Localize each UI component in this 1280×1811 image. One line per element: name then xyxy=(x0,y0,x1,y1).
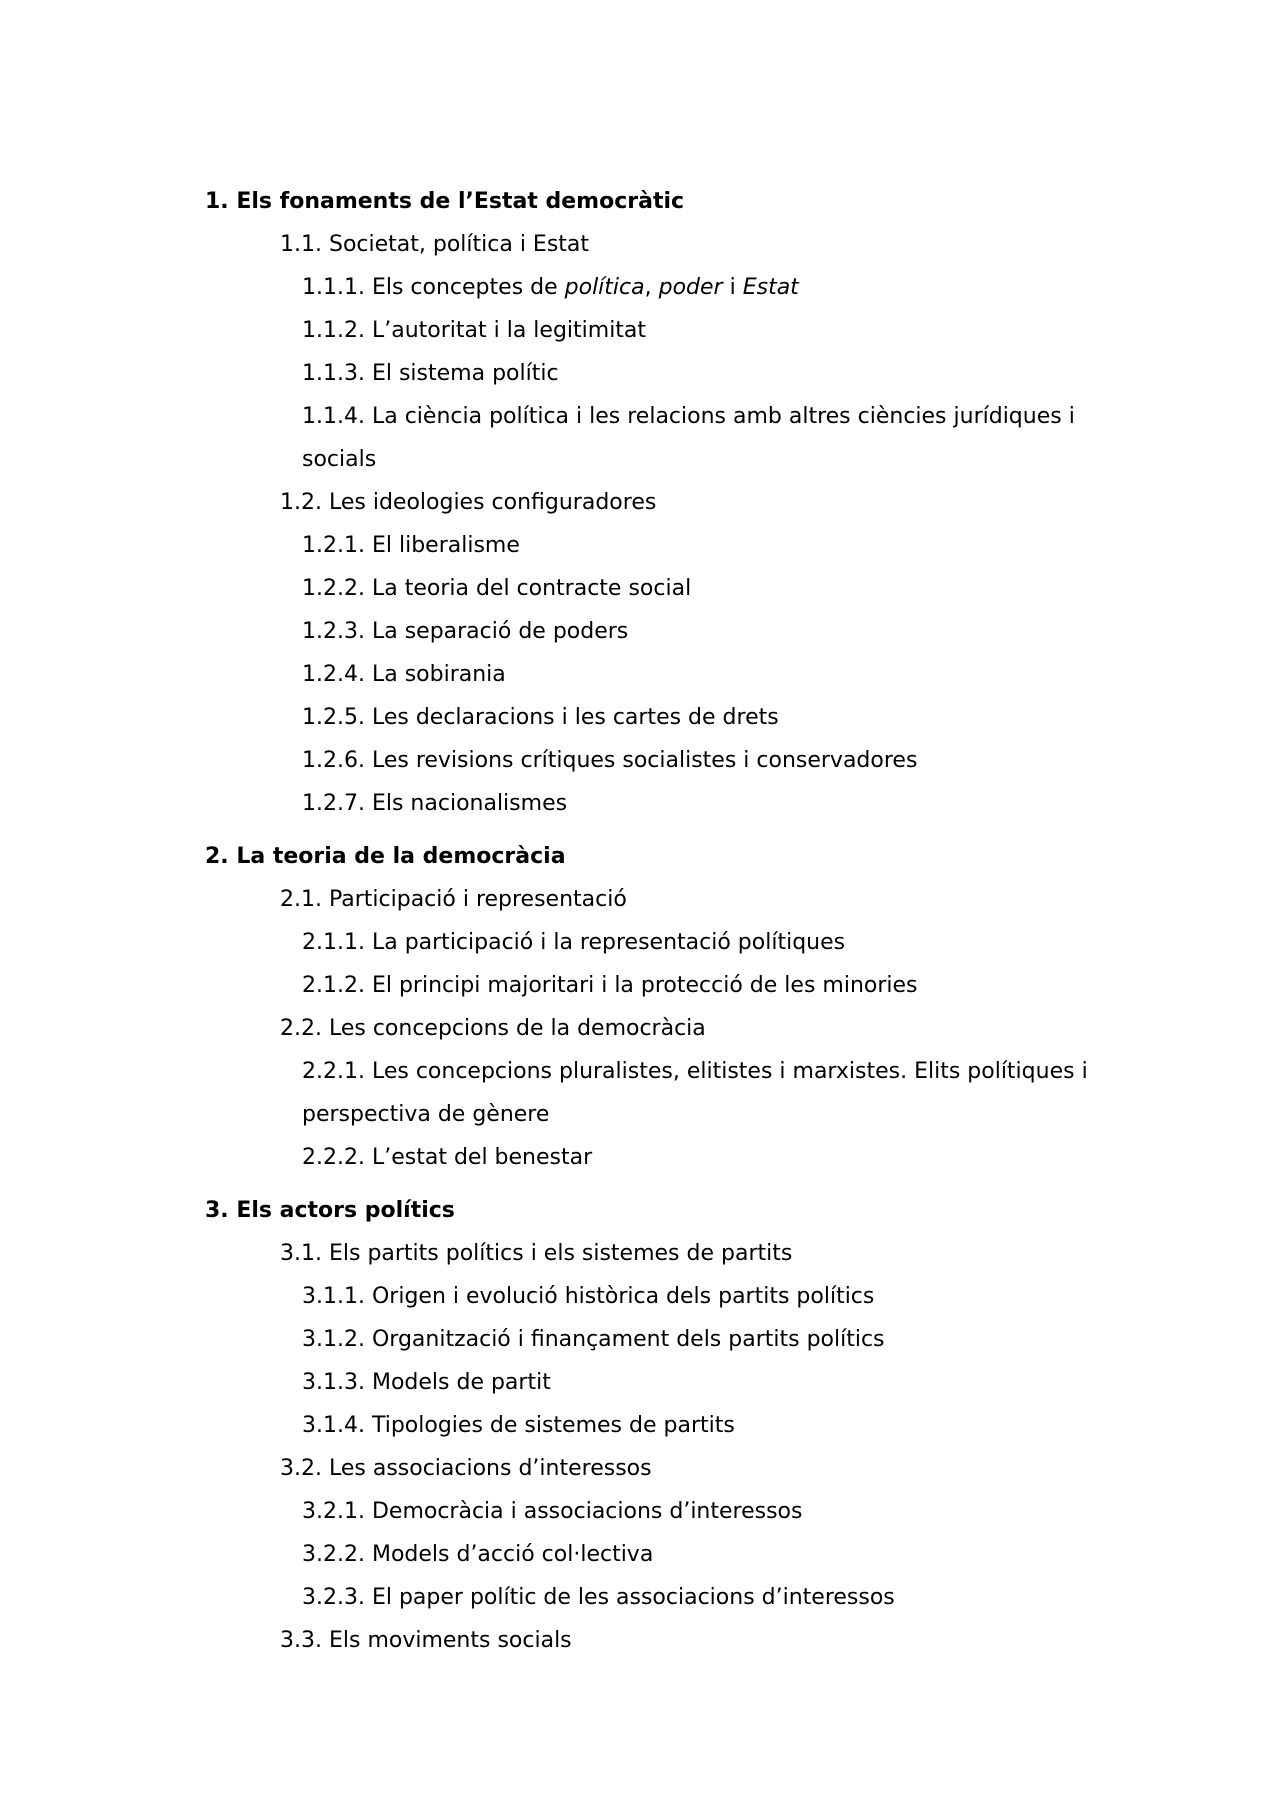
toc-item: 1.2.6. Les revisions crítiques socialistes i conservadores xyxy=(302,748,918,773)
toc-item: 3.2.2. Models d’acció col·lectiva xyxy=(302,1542,654,1567)
subsection-heading: 2.2. Les concepcions de la democràcia xyxy=(280,1016,706,1041)
toc-item: 1.2.3. La separació de poders xyxy=(302,619,629,644)
subsection-heading: 2.1. Participació i representació xyxy=(280,887,627,912)
subsection-heading: 1.2. Les ideologies configuradores xyxy=(280,490,657,515)
toc-item: 1.1.3. El sistema polític xyxy=(302,361,559,386)
toc-item: 3.1.3. Models de partit xyxy=(302,1370,551,1395)
toc-item-line: socials xyxy=(302,447,377,472)
toc-item: 1.2.4. La sobirania xyxy=(302,662,506,687)
toc-item: 2.1.1. La participació i la representació polítiques xyxy=(302,930,846,955)
toc-item xyxy=(205,1050,1105,1136)
section-heading: 3. Els actors polítics xyxy=(205,1198,455,1223)
toc-item xyxy=(205,395,1105,481)
section-heading: 1. Els fonaments de l’Estat democràtic xyxy=(205,189,685,214)
toc-item: 1.2.1. El liberalisme xyxy=(302,533,520,558)
toc-item: 3.2.1. Democràcia i associacions d’interessos xyxy=(302,1499,803,1524)
toc-item: 3.1.1. Origen i evolució històrica dels partits polítics xyxy=(302,1284,875,1309)
toc-item: 2.1.2. El principi majoritari i la protecció de les minories xyxy=(302,973,918,998)
toc-item: 1.1.2. L’autoritat i la legitimitat xyxy=(302,318,647,343)
subsection-heading: 3.3. Els moviments socials xyxy=(280,1628,572,1653)
toc-item: 3.1.4. Tipologies de sistemes de partits xyxy=(302,1413,735,1438)
toc-item: 3.1.2. Organització i finançament dels partits polítics xyxy=(302,1327,885,1352)
subsection-heading: 1.1. Societat, política i Estat xyxy=(280,232,590,257)
toc-item-line: 2.2.1. Les concepcions pluralistes, elitistes i marxistes. Elits polítiques i xyxy=(302,1059,1088,1084)
toc-item: 2.2.2. L’estat del benestar xyxy=(302,1145,593,1170)
toc-item: 1.2.2. La teoria del contracte social xyxy=(302,576,692,601)
toc-item-line: 1.1.4. La ciència política i les relacions amb altres ciències jurídiques i xyxy=(302,404,1075,429)
toc-item: 3.2.3. El paper polític de les associacions d’interessos xyxy=(302,1585,895,1610)
toc-item: 1.2.5. Les declaracions i les cartes de drets xyxy=(302,705,779,730)
toc-item: 1.1.1. Els conceptes de política, poder i Estat xyxy=(302,275,799,300)
table-of-contents xyxy=(205,180,1105,1662)
subsection-heading: 3.1. Els partits polítics i els sistemes de partits xyxy=(280,1241,793,1266)
toc-item: 1.2.7. Els nacionalismes xyxy=(302,791,568,816)
subsection-heading: 3.2. Les associacions d’interessos xyxy=(280,1456,652,1481)
toc-item-line: perspectiva de gènere xyxy=(302,1102,550,1127)
section-heading: 2. La teoria de la democràcia xyxy=(205,844,566,869)
